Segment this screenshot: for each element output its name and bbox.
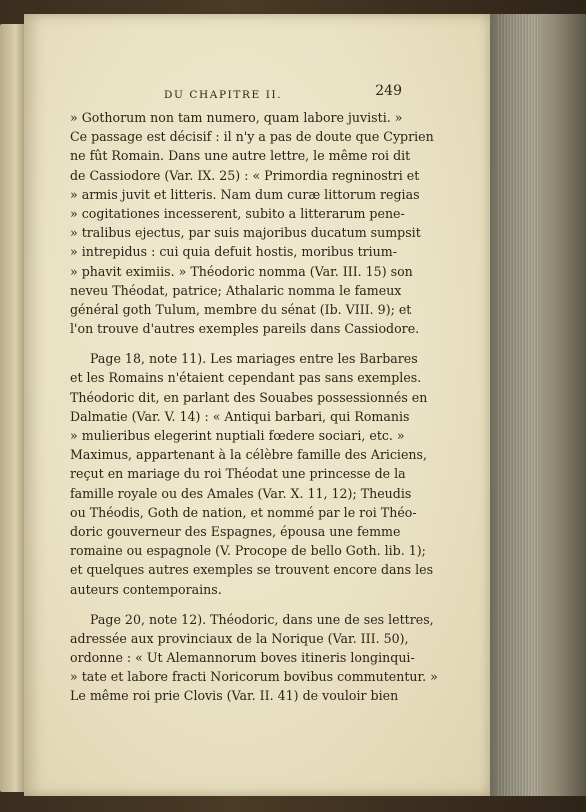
text-line: » cogitationes incesserent, subito a litterarum pene- bbox=[70, 205, 405, 221]
text-line: et quelques autres exemples se trouvent encore dans les bbox=[70, 562, 434, 578]
paragraph-gap bbox=[70, 599, 402, 610]
paragraph-2 bbox=[70, 349, 434, 598]
text-line: Maximus, appartenant à la célèbre famille des Ariciens, bbox=[70, 447, 427, 463]
text-line: ordonne : « Ut Alemannorum boves itineris longinqui- bbox=[70, 650, 415, 666]
text-line: l'on trouve d'autres exemples pareils dans Cassiodore. bbox=[70, 321, 420, 337]
text-line: » armis juvit et litteris. Nam dum curæ littorum regias bbox=[70, 186, 420, 202]
text-line: auteurs contemporains. bbox=[70, 581, 222, 597]
text-line: doric gouverneur des Espagnes, épousa une femme bbox=[70, 523, 401, 539]
text-line: Ce passage est décisif : il n'y a pas de doute que Cyprien bbox=[70, 129, 434, 145]
text-line: reçut en mariage du roi Théodat une princesse de la bbox=[70, 466, 406, 482]
text-line: » Gothorum non tam numero, quam labore juvisti. » bbox=[70, 110, 403, 125]
running-head: DU CHAPITRE II. bbox=[164, 89, 283, 101]
text-line: et les Romains n'étaient cependant pas sans exemples. bbox=[70, 370, 422, 386]
text-line: ou Théodis, Goth de nation, et nommé par le roi Théo- bbox=[70, 504, 417, 520]
text-line: neveu Théodat, patrice; Athalaric nomma le fameux bbox=[70, 282, 402, 298]
left-page-edge bbox=[0, 24, 26, 792]
text-line: » mulieribus elegerint nuptiali fœdere sociari, etc. » bbox=[70, 428, 405, 443]
text-line: Le même roi prie Clovis (Var. II. 41) de vouloir bien bbox=[70, 688, 399, 704]
text-line: adressée aux provinciaux de la Norique (Var. III. 50), bbox=[70, 630, 409, 646]
text-line: romaine ou espagnole (V. Procope de bello Goth. lib. 1); bbox=[70, 543, 426, 559]
paragraph-3 bbox=[70, 610, 438, 706]
paragraph-gap bbox=[70, 338, 402, 349]
text-line: de Cassiodore (Var. IX. 25) : « Primordia regninostri et bbox=[70, 167, 420, 183]
page-text bbox=[70, 82, 438, 706]
text-line: » phavit eximiis. » Théodoric nomma (Var. III. 15) son bbox=[70, 263, 413, 279]
paragraph-1 bbox=[70, 108, 434, 338]
page-edge-lines bbox=[498, 14, 542, 796]
text-line: » tralibus ejectus, par suis majoribus ducatum sumpsit bbox=[70, 225, 421, 241]
text-line: Dalmatie (Var. V. 14) : « Antiqui barbari, qui Romanis bbox=[70, 408, 410, 424]
text-line: Page 18, note 11). Les mariages entre les Barbares bbox=[90, 351, 418, 367]
text-line: famille royale ou des Amales (Var. X. 11, 12); Theudis bbox=[70, 485, 412, 501]
text-line: Théodoric dit, en parlant des Souabes possessionnés en bbox=[70, 389, 428, 405]
text-line: » intrepidus : cui quia defuit hostis, moribus trium- bbox=[70, 244, 397, 260]
text-line: général goth Tulum, membre du sénat (Ib. VIII. 9); et bbox=[70, 301, 412, 317]
text-line: » tate et labore fracti Noricorum bovibus commutentur. » bbox=[70, 669, 438, 685]
text-line: ne fût Romain. Dans une autre lettre, le même roi dit bbox=[70, 148, 411, 164]
page-block-edge bbox=[490, 14, 586, 796]
page-number: 249 bbox=[375, 83, 402, 99]
text-line: Page 20, note 12). Théodoric, dans une de ses lettres, bbox=[90, 611, 434, 627]
page-header bbox=[70, 82, 402, 104]
